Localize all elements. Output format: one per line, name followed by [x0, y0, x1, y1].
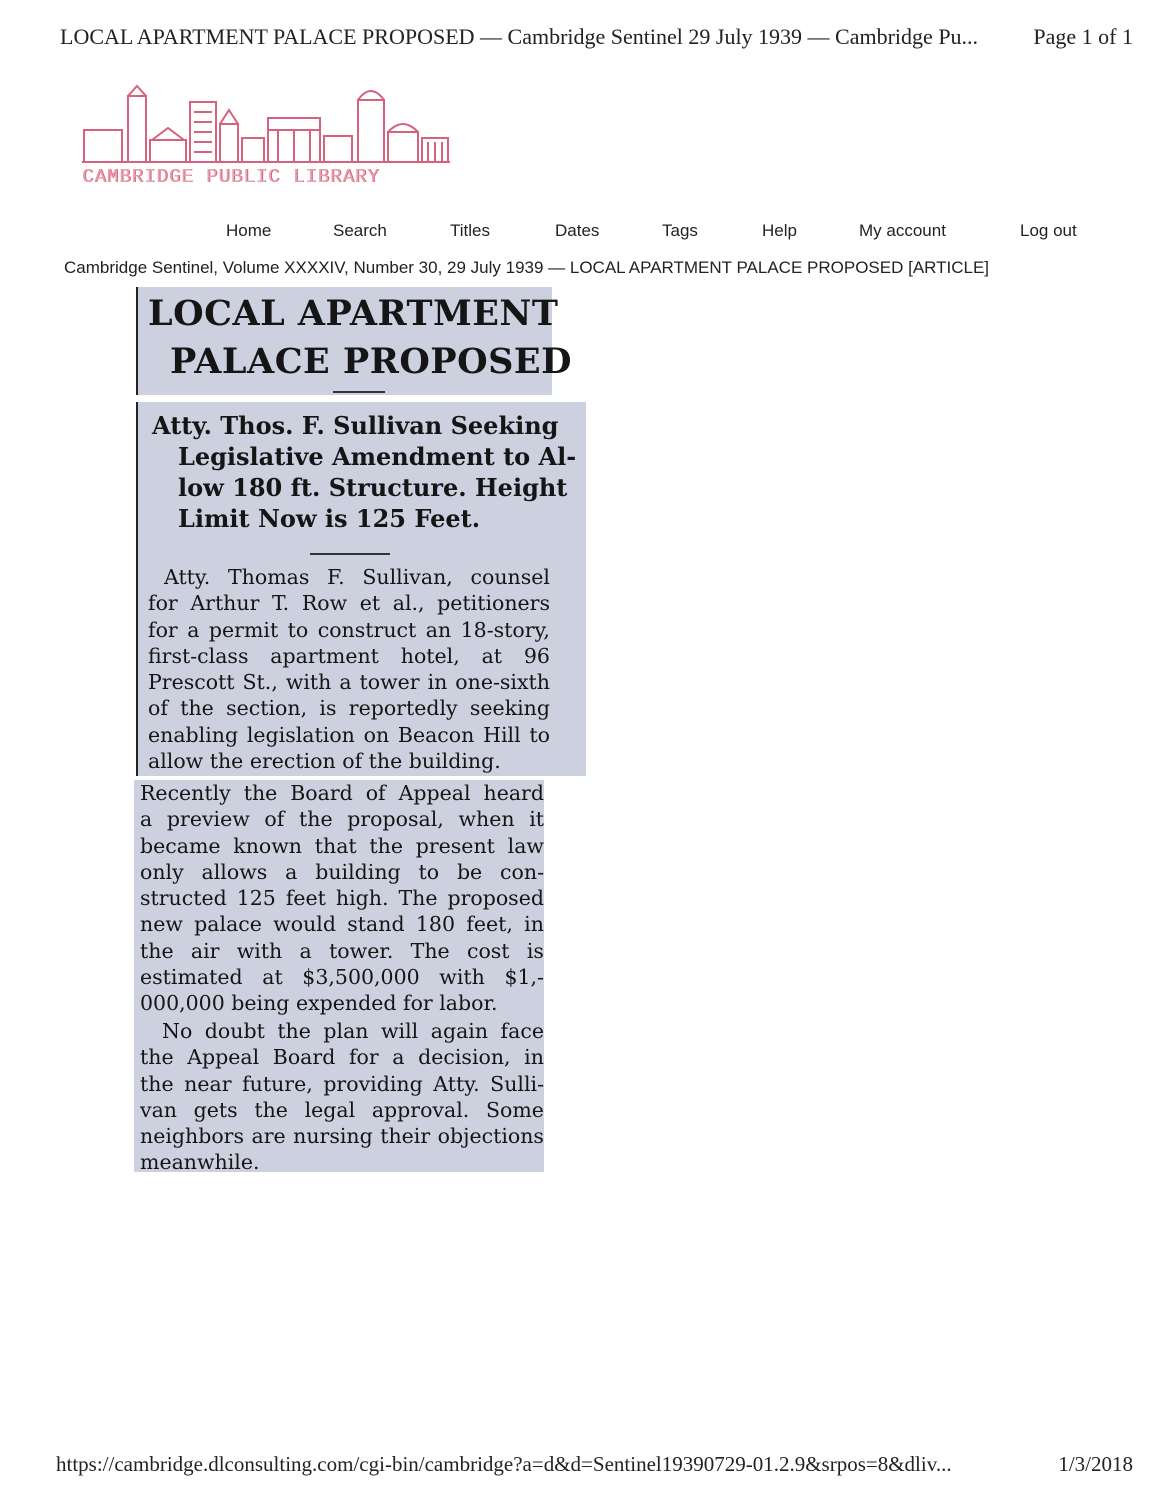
- text-line: Prescott St., with a tower in one-sixth: [148, 670, 550, 695]
- text-line: van gets the legal approval. Some: [140, 1097, 544, 1122]
- breadcrumb: Cambridge Sentinel, Volume XXXXIV, Number 30, 29 July 1939 — LOCAL APARTMENT PALACE PROPOSED [ARTICLE]: [64, 258, 990, 277]
- text-line: Atty. Thomas F. Sullivan, counsel: [164, 565, 550, 589]
- text-line: 000,000 being expended for labor.: [140, 991, 498, 1016]
- subhead: [152, 410, 577, 534]
- article-body-clipping: [134, 780, 544, 1175]
- article-subhead-clipping: [136, 402, 586, 776]
- nav-log-out[interactable]: Log out: [1020, 221, 1077, 240]
- text-line: meanwhile.: [140, 1150, 260, 1175]
- headline-rule: [333, 391, 385, 393]
- text-line: for Arthur T. Row et al., petitioners: [148, 591, 550, 616]
- nav-dates[interactable]: Dates: [555, 221, 600, 240]
- skyline-icon: [82, 82, 452, 166]
- text-line: enabling legislation on Beacon Hill to: [148, 722, 550, 747]
- nav-help[interactable]: Help: [762, 221, 797, 240]
- text-line: structed 125 feet high. The proposed: [140, 886, 544, 911]
- print-footer: [56, 1452, 1133, 1477]
- library-logo[interactable]: [82, 82, 452, 192]
- text-line: allow the erection of the building.: [148, 749, 501, 774]
- text-line: the Appeal Board for a decision, in: [140, 1045, 544, 1070]
- nav-titles[interactable]: Titles: [450, 221, 490, 240]
- text-line: a preview of the proposal, when it: [140, 807, 544, 832]
- nav-search[interactable]: Search: [333, 221, 387, 240]
- paragraph-2: [140, 780, 544, 1017]
- text-line: Recently the Board of Appeal heard: [140, 781, 544, 805]
- paragraph-1: [148, 564, 550, 774]
- subhead-line: Legislative Amendment to Al-: [178, 442, 577, 471]
- text-line: estimated at $3,500,000 with $1,-: [140, 965, 544, 990]
- print-footer-date: 1/3/2018: [1058, 1452, 1133, 1476]
- subhead-line: low 180 ft. Structure. Height: [178, 473, 568, 502]
- text-line: the air with a tower. The cost is: [140, 938, 544, 963]
- headline-line-2: PALACE PROPOSED: [170, 341, 572, 382]
- text-line: became known that the present law: [140, 833, 544, 858]
- text-line: the near future, providing Atty. Sulli-: [140, 1071, 544, 1096]
- headline-line-1: LOCAL APARTMENT: [148, 293, 559, 334]
- print-header: [60, 24, 1133, 50]
- subhead-rule: [310, 553, 390, 555]
- nav-my-account[interactable]: My account: [859, 221, 946, 240]
- library-logo-text: CAMBRIDGE PUBLIC LIBRARY: [82, 166, 380, 188]
- text-line: for a permit to construct an 18-story,: [148, 617, 550, 642]
- text-line: of the section, is reportedly seeking: [148, 696, 550, 721]
- text-line: No doubt the plan will again face: [162, 1019, 544, 1043]
- text-line: first-class apartment hotel, at 96: [148, 643, 550, 668]
- subhead-line: Limit Now is 125 Feet.: [178, 504, 481, 533]
- text-line: neighbors are nursing their objections: [140, 1124, 544, 1149]
- article-headline-clipping: [136, 287, 572, 395]
- print-header-page: Page 1 of 1: [1033, 24, 1133, 49]
- text-line: new palace would stand 180 feet, in: [140, 912, 544, 937]
- subhead-line: Atty. Thos. F. Sullivan Seeking: [152, 411, 559, 440]
- nav-home[interactable]: Home: [226, 221, 272, 240]
- print-footer-url: https://cambridge.dlconsulting.com/cgi-bin/cambridge?a=d&d=Sentinel19390729-01.2.9&srpos=8&dliv...: [56, 1452, 952, 1476]
- paragraph-3: [140, 1018, 544, 1176]
- text-line: only allows a building to be con-: [140, 859, 544, 884]
- print-header-title: LOCAL APARTMENT PALACE PROPOSED — Cambridge Sentinel 29 July 1939 — Cambridge Pu...: [60, 24, 979, 49]
- nav-tags[interactable]: Tags: [662, 221, 698, 240]
